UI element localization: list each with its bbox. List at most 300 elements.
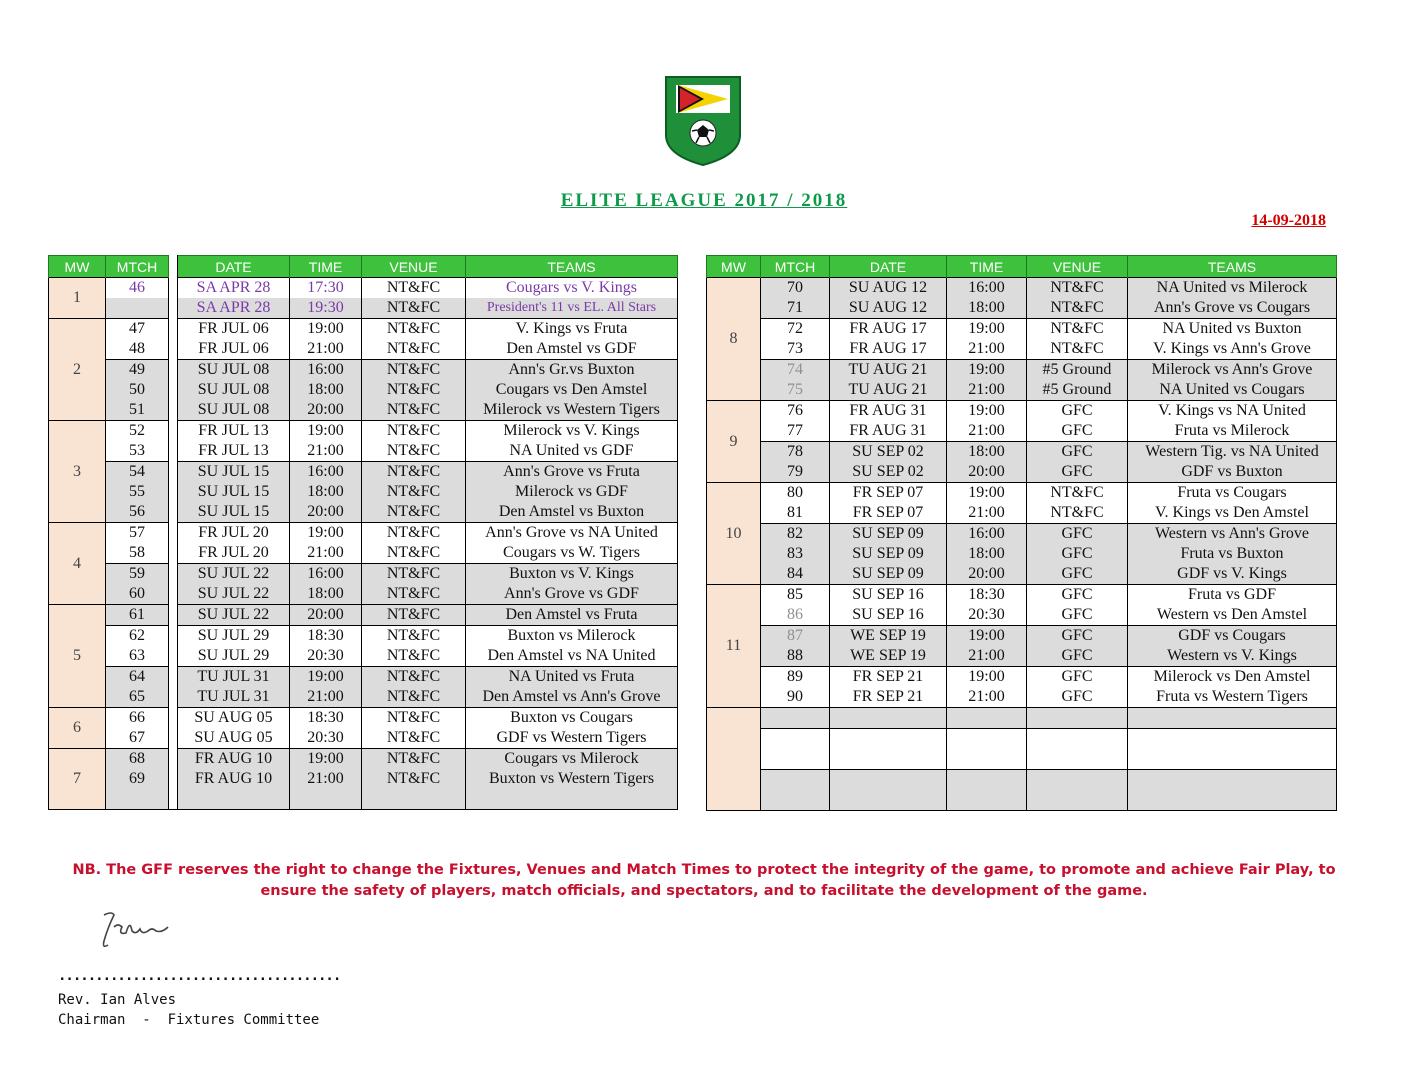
match-teams: Cougars vs V. Kings xyxy=(466,278,678,299)
table-row xyxy=(49,339,678,360)
match-venue: NT&FC xyxy=(362,769,466,789)
match-venue: NT&FC xyxy=(362,278,466,299)
match-time: 21:00 xyxy=(290,441,362,462)
table-row xyxy=(49,749,678,770)
match-number: 71 xyxy=(761,298,830,319)
document-date: 14-09-2018 xyxy=(1251,212,1326,229)
signer-block xyxy=(58,990,319,1030)
match-venue: NT&FC xyxy=(362,543,466,564)
match-date: TU AUG 21 xyxy=(830,380,947,401)
match-time: 18:00 xyxy=(947,544,1027,564)
match-venue: GFC xyxy=(1027,544,1128,564)
match-date: SU JUL 22 xyxy=(178,605,290,626)
match-teams: Cougars vs Den Amstel xyxy=(466,380,678,400)
table-row xyxy=(707,564,1337,585)
match-number: 69 xyxy=(106,769,169,789)
signer-title: Chairman - Fixtures Committee xyxy=(58,1012,320,1028)
match-venue: NT&FC xyxy=(362,584,466,605)
match-venue: GFC xyxy=(1027,646,1128,667)
match-venue: GFC xyxy=(1027,605,1128,626)
match-date: SU JUL 15 xyxy=(178,462,290,483)
match-venue: NT&FC xyxy=(1027,298,1128,319)
match-teams: V. Kings vs Den Amstel xyxy=(1128,503,1337,524)
match-time: 18:30 xyxy=(290,626,362,647)
match-time: 19:00 xyxy=(290,749,362,770)
match-date: WE SEP 19 xyxy=(830,626,947,647)
signer-name: Rev. Ian Alves xyxy=(58,992,177,1008)
match-time: 19:00 xyxy=(290,421,362,442)
match-teams: Fruta vs Buxton xyxy=(1128,544,1337,564)
match-teams xyxy=(1128,729,1337,750)
match-number: 53 xyxy=(106,441,169,462)
table-row xyxy=(49,564,678,585)
match-venue: GFC xyxy=(1027,564,1128,585)
match-time xyxy=(947,708,1027,729)
match-date: SU SEP 09 xyxy=(830,564,947,585)
match-venue: NT&FC xyxy=(362,626,466,647)
match-date: SU JUL 08 xyxy=(178,380,290,400)
table-row xyxy=(49,667,678,688)
match-time: 21:00 xyxy=(290,543,362,564)
matchweek-cell: 2 xyxy=(49,319,106,421)
match-date: SU JUL 29 xyxy=(178,646,290,667)
table-row xyxy=(49,278,678,299)
match-time: 19:00 xyxy=(947,667,1027,688)
match-teams: Ann's Grove vs GDF xyxy=(466,584,678,605)
match-date: TU AUG 21 xyxy=(830,360,947,381)
match-venue: GFC xyxy=(1027,667,1128,688)
table-row xyxy=(707,544,1337,564)
table-row xyxy=(707,339,1337,360)
matchweek-cell: 4 xyxy=(49,523,106,605)
match-date: FR SEP 21 xyxy=(830,667,947,688)
match-number: 63 xyxy=(106,646,169,667)
header-venue: VENUE xyxy=(1027,256,1128,278)
match-time: 20:00 xyxy=(947,564,1027,585)
match-teams: Western vs Ann's Grove xyxy=(1128,524,1337,545)
match-time: 16:00 xyxy=(290,564,362,585)
match-date: FR AUG 17 xyxy=(830,339,947,360)
table-row xyxy=(49,646,678,667)
header-teams: TEAMS xyxy=(466,256,678,278)
match-venue: NT&FC xyxy=(1027,339,1128,360)
table-row xyxy=(49,626,678,647)
match-number: 61 xyxy=(106,605,169,626)
match-date: FR JUL 20 xyxy=(178,543,290,564)
match-venue: GFC xyxy=(1027,462,1128,483)
match-teams: President's 11 vs EL. All Stars xyxy=(466,298,678,319)
match-venue: NT&FC xyxy=(362,728,466,749)
match-date: FR AUG 17 xyxy=(830,319,947,340)
match-teams: GDF vs Cougars xyxy=(1128,626,1337,647)
table-row xyxy=(707,503,1337,524)
match-date: WE SEP 19 xyxy=(830,646,947,667)
match-teams: Milerock vs Den Amstel xyxy=(1128,667,1337,688)
match-venue: NT&FC xyxy=(362,708,466,729)
matchweek-cell: 3 xyxy=(49,421,106,523)
match-teams: Fruta vs Cougars xyxy=(1128,483,1337,504)
disclaimer-note: NB. The GFF reserves the right to change the Fixtures, Venues and Match Times to protect the integrity of the game, to promote and achieve Fair Play, to ensure the safety of players, match officials, and spectators, and to facilitate the development of the game. xyxy=(72,862,1336,899)
match-time: 18:30 xyxy=(290,708,362,729)
match-venue: #5 Ground xyxy=(1027,380,1128,401)
header-time: TIME xyxy=(947,256,1027,278)
matchweek-cell: 7 xyxy=(49,749,106,810)
match-venue: NT&FC xyxy=(362,360,466,381)
match-teams: NA United vs Cougars xyxy=(1128,380,1337,401)
match-teams: V. Kings vs NA United xyxy=(1128,401,1337,422)
match-date: SU JUL 29 xyxy=(178,626,290,647)
match-number: 56 xyxy=(106,502,169,523)
match-time: 20:30 xyxy=(947,605,1027,626)
table-row xyxy=(707,442,1337,463)
match-teams: Den Amstel vs GDF xyxy=(466,339,678,360)
match-venue: NT&FC xyxy=(362,687,466,708)
match-number: 81 xyxy=(761,503,830,524)
matchweek-cell: 6 xyxy=(49,708,106,749)
match-number: 46 xyxy=(106,278,169,299)
table-row xyxy=(707,421,1337,442)
match-time: 19:00 xyxy=(290,667,362,688)
match-teams: Buxton vs V. Kings xyxy=(466,564,678,585)
match-time: 21:00 xyxy=(290,339,362,360)
table-row xyxy=(707,319,1337,340)
match-number: 85 xyxy=(761,585,830,606)
fixtures-table-right xyxy=(706,255,1337,811)
match-number: 88 xyxy=(761,646,830,667)
table-header xyxy=(49,256,678,278)
match-number: 89 xyxy=(761,667,830,688)
match-date xyxy=(178,789,290,810)
match-venue: NT&FC xyxy=(1027,483,1128,504)
match-teams xyxy=(1128,749,1337,770)
match-time: 20:00 xyxy=(290,605,362,626)
match-teams: Den Amstel vs Fruta xyxy=(466,605,678,626)
matchweek-cell: 1 xyxy=(49,278,106,319)
match-venue: #5 Ground xyxy=(1027,360,1128,381)
match-date xyxy=(830,729,947,750)
match-date: FR JUL 06 xyxy=(178,339,290,360)
match-time: 18:00 xyxy=(290,482,362,502)
match-number: 58 xyxy=(106,543,169,564)
header-date: DATE xyxy=(178,256,290,278)
match-time: 18:00 xyxy=(947,442,1027,463)
match-time: 18:30 xyxy=(947,585,1027,606)
match-teams xyxy=(466,789,678,810)
table-row xyxy=(49,380,678,400)
table-row xyxy=(49,360,678,381)
match-venue: GFC xyxy=(1027,442,1128,463)
match-venue: GFC xyxy=(1027,401,1128,422)
match-venue xyxy=(1027,770,1128,791)
match-number: 50 xyxy=(106,380,169,400)
table-row xyxy=(49,789,678,810)
match-number: 47 xyxy=(106,319,169,340)
match-date xyxy=(830,749,947,770)
match-number xyxy=(761,749,830,770)
match-venue: NT&FC xyxy=(362,400,466,421)
match-venue: NT&FC xyxy=(1027,278,1128,299)
header-mtch: MTCH xyxy=(106,256,169,278)
match-venue xyxy=(1027,790,1128,811)
table-row xyxy=(707,278,1337,299)
match-teams: Den Amstel vs Buxton xyxy=(466,502,678,523)
header-venue: VENUE xyxy=(362,256,466,278)
match-number: 78 xyxy=(761,442,830,463)
match-teams: V. Kings vs Fruta xyxy=(466,319,678,340)
match-venue: NT&FC xyxy=(362,421,466,442)
match-date: SU JUL 08 xyxy=(178,360,290,381)
match-date xyxy=(830,770,947,791)
match-venue: GFC xyxy=(1027,421,1128,442)
match-number: 79 xyxy=(761,462,830,483)
match-time: 18:00 xyxy=(947,298,1027,319)
match-teams xyxy=(1128,708,1337,729)
match-teams: Western Tig. vs NA United xyxy=(1128,442,1337,463)
match-venue: GFC xyxy=(1027,585,1128,606)
table-row xyxy=(49,298,678,319)
match-number: 84 xyxy=(761,564,830,585)
match-date: FR JUL 20 xyxy=(178,523,290,544)
fixtures-table-left xyxy=(48,255,678,810)
match-number: 66 xyxy=(106,708,169,729)
match-number: 75 xyxy=(761,380,830,401)
match-number: 51 xyxy=(106,400,169,421)
match-time: 18:00 xyxy=(290,584,362,605)
table-row xyxy=(707,770,1337,791)
match-teams: Ann's Gr.vs Buxton xyxy=(466,360,678,381)
match-venue: NT&FC xyxy=(362,605,466,626)
match-number: 82 xyxy=(761,524,830,545)
match-number: 59 xyxy=(106,564,169,585)
match-teams: Milerock vs Ann's Grove xyxy=(1128,360,1337,381)
table-row xyxy=(49,543,678,564)
match-teams: Fruta vs Western Tigers xyxy=(1128,687,1337,708)
match-teams: Ann's Grove vs Cougars xyxy=(1128,298,1337,319)
match-number: 72 xyxy=(761,319,830,340)
match-date: FR JUL 06 xyxy=(178,319,290,340)
match-time: 20:00 xyxy=(947,462,1027,483)
match-date: SA APR 28 xyxy=(178,278,290,299)
match-teams: Western vs V. Kings xyxy=(1128,646,1337,667)
match-time: 20:30 xyxy=(290,646,362,667)
match-teams: Milerock vs Western Tigers xyxy=(466,400,678,421)
match-teams: Milerock vs GDF xyxy=(466,482,678,502)
match-venue: NT&FC xyxy=(362,482,466,502)
match-time: 20:30 xyxy=(290,728,362,749)
match-number xyxy=(761,770,830,791)
header-mw: MW xyxy=(49,256,106,278)
header-time: TIME xyxy=(290,256,362,278)
matchweek-cell: 11 xyxy=(707,585,761,708)
table-row xyxy=(49,462,678,483)
match-number: 55 xyxy=(106,482,169,502)
match-venue xyxy=(1027,749,1128,770)
match-teams: NA United vs Fruta xyxy=(466,667,678,688)
match-time: 21:00 xyxy=(947,380,1027,401)
table-row xyxy=(707,483,1337,504)
match-teams: Den Amstel vs NA United xyxy=(466,646,678,667)
match-date: FR AUG 31 xyxy=(830,401,947,422)
table-row xyxy=(49,584,678,605)
match-number xyxy=(106,298,169,319)
header-mtch: MTCH xyxy=(761,256,830,278)
match-date: SU JUL 08 xyxy=(178,400,290,421)
match-date: SU AUG 12 xyxy=(830,298,947,319)
match-date: TU JUL 31 xyxy=(178,667,290,688)
match-number: 67 xyxy=(106,728,169,749)
header-teams: TEAMS xyxy=(1128,256,1337,278)
match-date: SU SEP 09 xyxy=(830,544,947,564)
table-row xyxy=(707,790,1337,811)
match-time xyxy=(290,789,362,810)
table-row xyxy=(707,401,1337,422)
match-teams: Milerock vs V. Kings xyxy=(466,421,678,442)
match-number xyxy=(761,790,830,811)
match-number: 73 xyxy=(761,339,830,360)
match-number: 65 xyxy=(106,687,169,708)
match-date: SU JUL 22 xyxy=(178,584,290,605)
match-date: SU JUL 22 xyxy=(178,564,290,585)
match-teams: GDF vs V. Kings xyxy=(1128,564,1337,585)
page-title: ELITE LEAGUE 2017 / 2018 xyxy=(560,190,848,211)
match-time: 21:00 xyxy=(290,687,362,708)
match-date: SU SEP 16 xyxy=(830,585,947,606)
match-time: 21:00 xyxy=(947,646,1027,667)
table-row xyxy=(707,380,1337,401)
match-number: 52 xyxy=(106,421,169,442)
match-teams: NA United vs Buxton xyxy=(1128,319,1337,340)
match-number xyxy=(761,708,830,729)
match-venue: NT&FC xyxy=(362,564,466,585)
match-teams: Ann's Grove vs NA United xyxy=(466,523,678,544)
match-number: 77 xyxy=(761,421,830,442)
header-date: DATE xyxy=(830,256,947,278)
match-date: SU AUG 05 xyxy=(178,708,290,729)
match-date: FR AUG 10 xyxy=(178,749,290,770)
matchweek-cell: 9 xyxy=(707,401,761,483)
table-row xyxy=(49,441,678,462)
match-teams: NA United vs GDF xyxy=(466,441,678,462)
match-number: 54 xyxy=(106,462,169,483)
table-row xyxy=(49,319,678,340)
match-number: 70 xyxy=(761,278,830,299)
match-teams: Fruta vs GDF xyxy=(1128,585,1337,606)
match-number: 48 xyxy=(106,339,169,360)
match-time: 19:00 xyxy=(290,319,362,340)
table-header xyxy=(707,256,1337,278)
header-gap xyxy=(169,256,178,278)
table-row xyxy=(49,502,678,523)
match-number: 90 xyxy=(761,687,830,708)
match-number: 64 xyxy=(106,667,169,688)
match-date: SU JUL 15 xyxy=(178,502,290,523)
match-date: FR JUL 13 xyxy=(178,441,290,462)
table-row xyxy=(707,646,1337,667)
match-number: 60 xyxy=(106,584,169,605)
table-row xyxy=(49,400,678,421)
match-time: 21:00 xyxy=(290,769,362,789)
match-teams: NA United vs Milerock xyxy=(1128,278,1337,299)
match-venue: NT&FC xyxy=(362,380,466,400)
match-teams: Western vs Den Amstel xyxy=(1128,605,1337,626)
match-number: 86 xyxy=(761,605,830,626)
match-number: 76 xyxy=(761,401,830,422)
gff-logo xyxy=(664,75,742,167)
table-row xyxy=(707,585,1337,606)
match-venue: GFC xyxy=(1027,626,1128,647)
match-time: 17:30 xyxy=(290,278,362,299)
match-time xyxy=(947,749,1027,770)
match-number: 74 xyxy=(761,360,830,381)
matchweek-cell: 10 xyxy=(707,483,761,585)
table-row xyxy=(49,769,678,789)
match-venue: NT&FC xyxy=(362,441,466,462)
match-teams: V. Kings vs Ann's Grove xyxy=(1128,339,1337,360)
match-venue: NT&FC xyxy=(362,319,466,340)
match-teams: Cougars vs Milerock xyxy=(466,749,678,770)
table-row xyxy=(707,626,1337,647)
match-date: SU AUG 05 xyxy=(178,728,290,749)
match-number: 87 xyxy=(761,626,830,647)
match-number: 57 xyxy=(106,523,169,544)
match-teams: GDF vs Western Tigers xyxy=(466,728,678,749)
match-date: SU SEP 09 xyxy=(830,524,947,545)
table-row xyxy=(49,605,678,626)
match-date: FR SEP 07 xyxy=(830,483,947,504)
match-venue xyxy=(362,789,466,810)
match-time: 19:00 xyxy=(947,626,1027,647)
table-row xyxy=(49,523,678,544)
handwritten-signature xyxy=(92,905,182,955)
match-time xyxy=(947,770,1027,791)
match-time: 20:00 xyxy=(290,400,362,421)
match-time: 19:00 xyxy=(947,360,1027,381)
match-time: 16:00 xyxy=(290,462,362,483)
match-time: 21:00 xyxy=(947,687,1027,708)
match-teams: Cougars vs W. Tigers xyxy=(466,543,678,564)
table-row xyxy=(707,360,1337,381)
match-number xyxy=(761,729,830,750)
table-row xyxy=(49,482,678,502)
match-number: 68 xyxy=(106,749,169,770)
match-venue: NT&FC xyxy=(362,749,466,770)
table-row xyxy=(707,298,1337,319)
match-date: FR JUL 13 xyxy=(178,421,290,442)
match-teams: Buxton vs Milerock xyxy=(466,626,678,647)
match-teams: Den Amstel vs Ann's Grove xyxy=(466,687,678,708)
match-time: 19:00 xyxy=(947,401,1027,422)
match-teams: Fruta vs Milerock xyxy=(1128,421,1337,442)
table-row xyxy=(49,687,678,708)
match-number: 49 xyxy=(106,360,169,381)
match-date: SU SEP 02 xyxy=(830,462,947,483)
matchweek-cell: 8 xyxy=(707,278,761,401)
table-row xyxy=(707,729,1337,750)
table-row xyxy=(707,524,1337,545)
match-date: SA APR 28 xyxy=(178,298,290,319)
match-time: 19:00 xyxy=(290,523,362,544)
match-time: 16:00 xyxy=(947,524,1027,545)
match-number xyxy=(106,789,169,810)
table-row xyxy=(49,728,678,749)
match-time: 16:00 xyxy=(947,278,1027,299)
table-row xyxy=(707,667,1337,688)
match-date: FR SEP 21 xyxy=(830,687,947,708)
table-row xyxy=(707,605,1337,626)
table-row xyxy=(707,708,1337,729)
match-venue: NT&FC xyxy=(1027,503,1128,524)
header-mw: MW xyxy=(707,256,761,278)
